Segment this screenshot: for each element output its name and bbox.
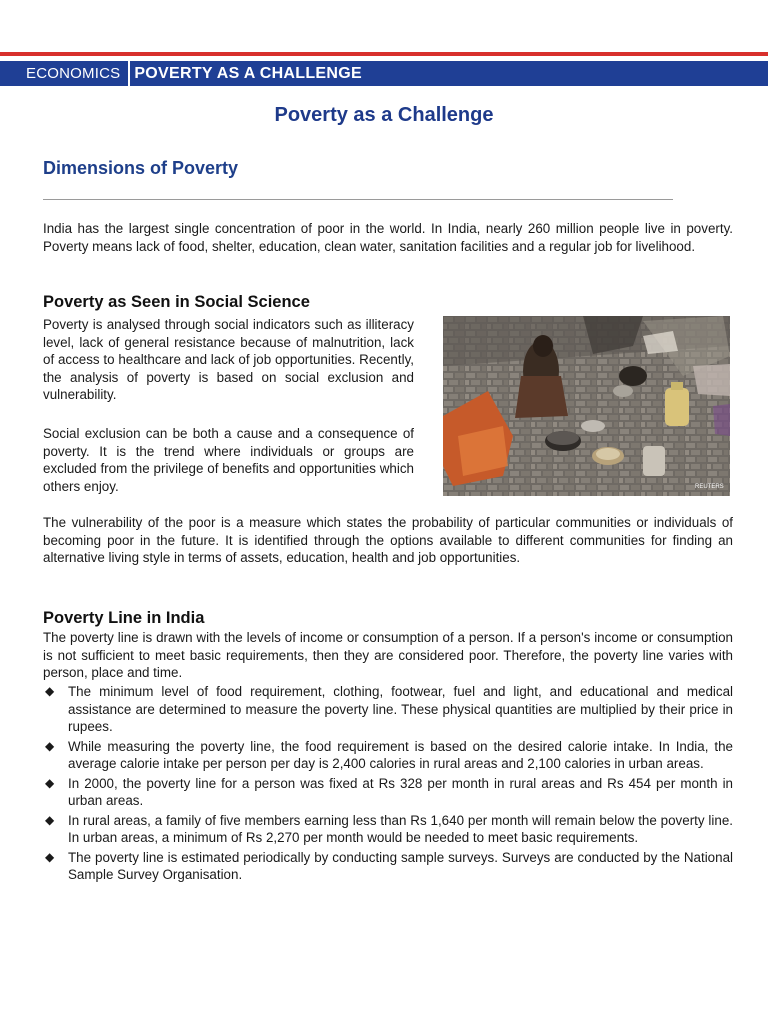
intro-paragraph: India has the largest single concentration of poor in the world. In India, nearly 260 million people live in poverty. Poverty means lack of food, shelter, education, clean water, sanitation facilities and a regular job for livelihood. [43,221,733,254]
header-stripe-gap [0,56,768,58]
poverty-photo [443,316,730,496]
section-divider [43,199,673,200]
page-title: Poverty as a Challenge [274,104,494,126]
bullet-icon: ◆ [45,812,55,827]
bullet-text: The minimum level of food requirement, clothing, footwear, fuel and light, and educational and medical assistance are determined to measure the poverty line. These physical quantities are multiplied by their price in rupees. [68,684,733,734]
list-item [43,738,733,773]
poverty-line-heading: Poverty Line in India [43,609,205,627]
bullet-text: In 2000, the poverty line for a person was fixed at Rs 328 per month in rural areas and Rs 454 per month in urban areas. [68,775,733,808]
bullet-icon: ◆ [45,849,55,864]
header-divider [128,61,130,86]
bullet-text: While measuring the poverty line, the food requirement is based on the desired calorie intake. In India, the average calorie intake per person per day is 2,400 calories in rural areas and 2,100 calories in urban areas. [68,738,733,771]
photo-credit: REUTERS [695,484,724,490]
bullet-text: The poverty line is estimated periodically by conducting sample surveys. Surveys are conducted by the National Sample Survey Organisation. [68,849,733,882]
list-item [43,849,733,884]
bullet-text: In rural areas, a family of five members earning less than Rs 1,640 per month will remain below the poverty line. In urban areas, a minimum of Rs 2,270 per month would be needed to meet basic requirements. [68,812,733,845]
social-science-heading: Poverty as Seen in Social Science [43,293,310,311]
section-heading: Dimensions of Poverty [43,158,239,178]
social-science-paragraph-1: Poverty is analysed through social indicators such as illiteracy level, lack of general resistance because of malnutrition, lack of access to healthcare and lack of job opportunities. Recently, the analysis of poverty is based on social exclusion and vulnerability. [43,317,414,402]
social-exclusion-paragraph: Social exclusion can be both a cause and a consequence of poverty. It is the trend where individuals or groups are excluded from the privilege of benefits and opportunities which others enjoy. [43,426,414,494]
vulnerability-paragraph: The vulnerability of the poor is a measure which states the probability of particular communities or individuals of becoming poor in the future. It is identified through the options available to different communities for finding an alternative living style in terms of assets, education, health and job opportunities. [43,515,733,565]
bullet-icon: ◆ [45,684,55,698]
bullet-icon: ◆ [45,775,55,790]
header-bar [0,61,768,86]
poverty-line-intro: The poverty line is drawn with the levels of income or consumption of a person. If a person's income or consumption is not sufficient to meet basic requirements, then they are considered poor. Therefore, the poverty line varies with person, place and time. [43,630,733,680]
subject-label: ECONOMICS [26,65,121,82]
list-item [43,775,733,810]
list-item [43,812,733,847]
chapter-label: POVERTY AS A CHALLENGE [134,64,362,82]
poverty-photo-illustration [443,316,730,496]
bullet-icon: ◆ [45,738,55,753]
list-item [43,683,733,736]
poverty-line-bullet-list [43,683,733,886]
